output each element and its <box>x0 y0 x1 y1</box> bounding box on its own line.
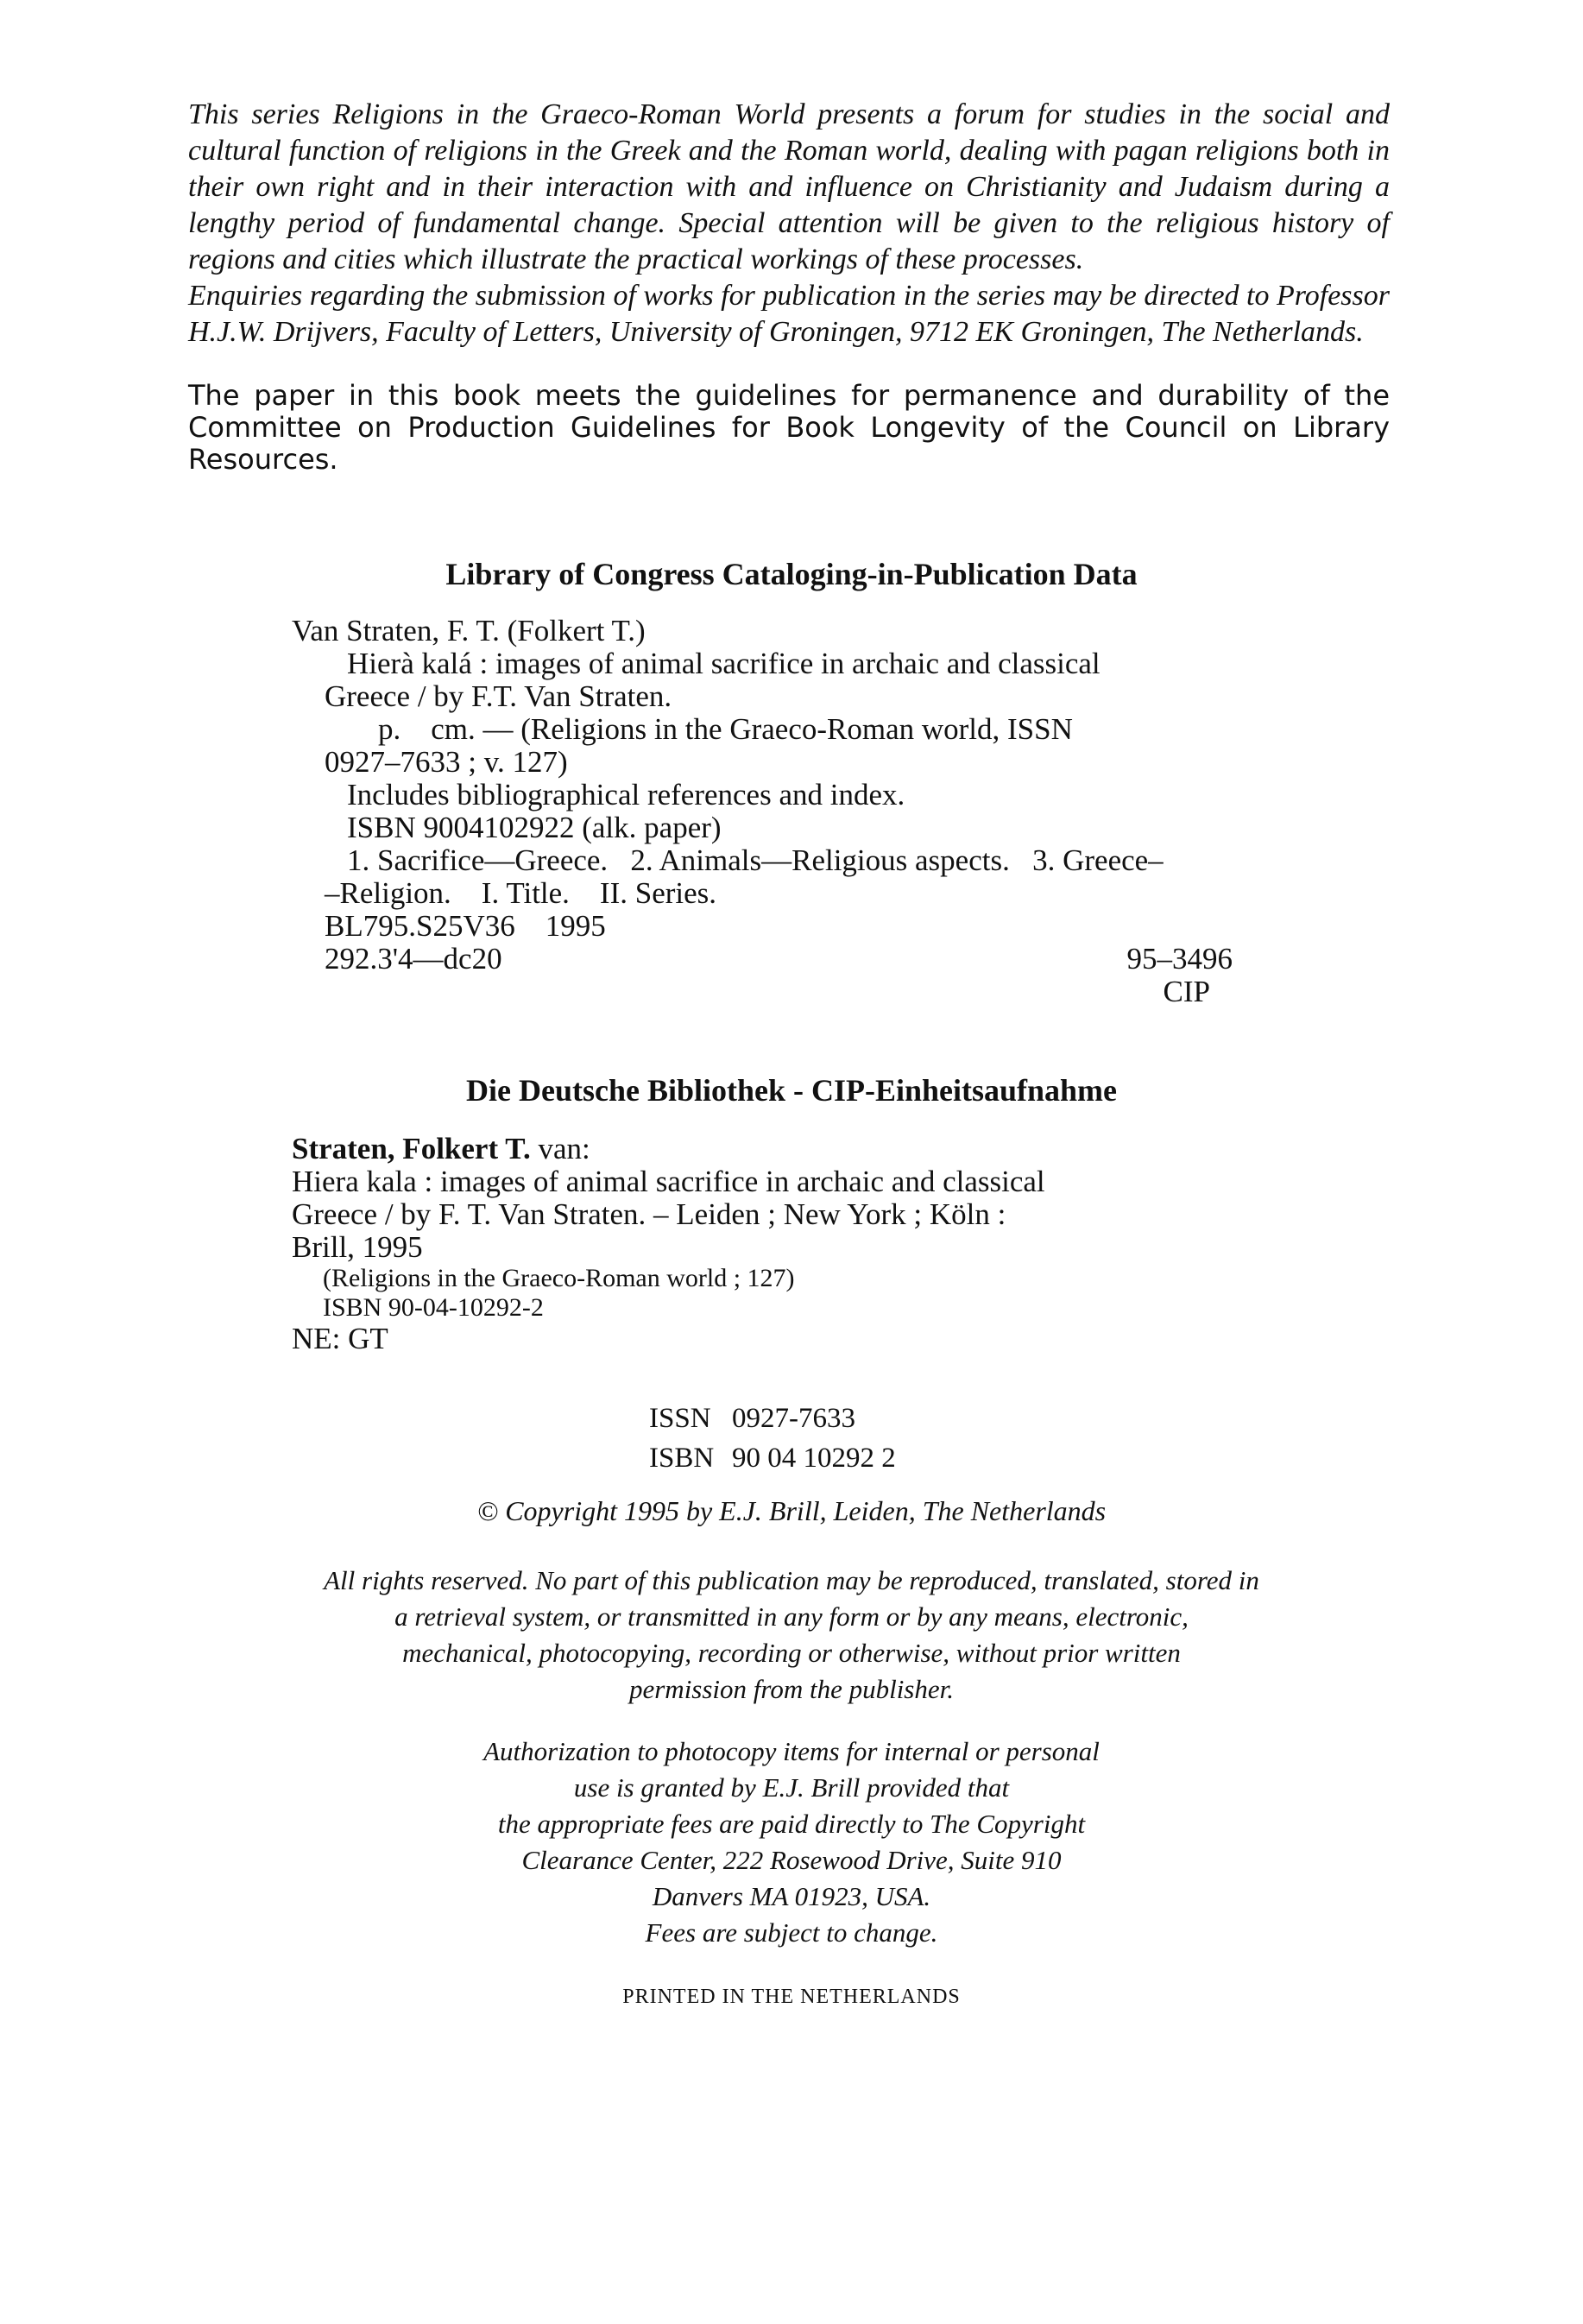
loc-lccn: 95–3496 <box>1126 942 1233 976</box>
authorization-line: Authorization to photocopy items for internal or personal <box>483 1736 1100 1766</box>
isbn-label: ISBN <box>649 1443 715 1474</box>
loc-cip-line: Van Straten, F. T. (Folkert T.) <box>292 614 646 647</box>
series-enquiries-paragraph: Enquiries regarding the submission of works for publication in the series may be directed to Professor H.J.W. Drijvers, Faculty of Letters, University of Groningen, 9712 EK Groningen, The Netherlands. <box>188 280 1390 348</box>
loc-cip-line: BL795.S25V36 1995 <box>325 909 606 943</box>
dnb-cip-line: Greece / by F. T. Van Straten. – Leiden ; New York ; Köln : <box>292 1197 1006 1231</box>
dnb-author-line <box>292 1133 1258 1165</box>
dnb-author-suffix: van: <box>530 1132 590 1165</box>
loc-cip-line: Includes bibliographical references and index. <box>347 778 905 812</box>
dnb-cip-heading: Die Deutsche Bibliothek - CIP-Einheitsaufnahme <box>465 1073 1118 1108</box>
dnb-isbn-line: ISBN 90-04-10292-2 <box>323 1293 544 1322</box>
copyright-line: © Copyright 1995 by E.J. Brill, Leiden, The Netherlands <box>476 1495 1107 1526</box>
rights-line: mechanical, photocopying, recording or otherwise, without prior written <box>402 1638 1181 1668</box>
loc-cip-line: 1. Sacrifice—Greece. 2. Animals—Religious aspects. 3. Greece– <box>347 843 1164 877</box>
loc-class-number: 292.3'4—dc20 <box>325 942 502 976</box>
rights-line: permission from the publisher. <box>628 1674 955 1704</box>
rights-line: All rights reserved. No part of this publication may be reproduced, translated, stored in <box>324 1565 1259 1595</box>
dnb-author: Straten, Folkert T. <box>292 1132 531 1165</box>
authorization-line: Clearance Center, 222 Rosewood Drive, Suite 910 <box>521 1845 1062 1875</box>
issn-row <box>649 1399 896 1438</box>
authorization-line: the appropriate fees are paid directly to The Copyright <box>497 1809 1086 1839</box>
authorization-line: Danvers MA 01923, USA. <box>652 1881 931 1911</box>
loc-cip-line: Greece / by F.T. Van Straten. <box>325 679 672 713</box>
dnb-cip-line: Hiera kala : images of animal sacrifice in archaic and classical <box>292 1165 1045 1198</box>
dnb-series-line: (Religions in the Graeco-Roman world ; 127) <box>323 1264 795 1292</box>
loc-cip-line: 0927–7633 ; v. 127) <box>325 745 568 779</box>
series-description-paragraph: This series Religions in the Graeco-Roman World presents a forum for studies in the social and cultural function of religions in the Greek and the Roman world, dealing with pagan religions both in their own right and in their interaction with and influence on Christianity and Judaism during a lengthy period of fundamental change. Special attention will be given to the religious history of regions and cities which illustrate the practical workings of these processes. <box>188 98 1390 275</box>
loc-cip-heading: Library of Congress Cataloging-in-Publication Data <box>445 557 1138 591</box>
loc-cip-line: p. cm. — (Religions in the Graeco-Roman world, ISSN <box>378 712 1073 746</box>
authorization-line: use is granted by E.J. Brill provided that <box>573 1772 1010 1803</box>
authorization-line: Fees are subject to change. <box>645 1917 938 1948</box>
issn-label: ISSN <box>649 1403 711 1434</box>
rights-reserved-notice <box>285 1563 1298 1708</box>
isbn-row <box>649 1438 896 1478</box>
dnb-cip-line: Brill, 1995 <box>292 1230 423 1264</box>
rights-line: a retrieval system, or transmitted in any form or by any means, electronic, <box>394 1601 1189 1632</box>
dnb-ne-line: NE: GT <box>292 1322 388 1355</box>
dnb-cip-record <box>292 1133 1258 1355</box>
loc-cip-line: Hierà kalá : images of animal sacrifice in archaic and classical <box>347 647 1101 680</box>
photocopy-authorization-notice <box>380 1734 1203 1951</box>
issn-value: 0927-7633 <box>732 1403 855 1434</box>
loc-cip-line: ISBN 9004102922 (alk. paper) <box>347 811 722 844</box>
standard-identifiers <box>649 1399 896 1478</box>
loc-cip-line: –Religion. I. Title. II. Series. <box>325 876 717 910</box>
paper-permanence-note: The paper in this book meets the guidelines for permanence and durability of the Committee on Production Guidelines for Book Longevity of the Council on Library Resources. <box>188 379 1390 476</box>
printed-in-line: PRINTED IN THE NETHERLANDS <box>622 1986 961 2008</box>
isbn-value: 90 04 10292 2 <box>732 1443 896 1474</box>
loc-cip-classification-row <box>292 943 1233 976</box>
loc-cip-record <box>292 615 1233 1008</box>
series-description <box>188 97 1390 350</box>
loc-cip-label: CIP <box>1163 975 1210 1008</box>
